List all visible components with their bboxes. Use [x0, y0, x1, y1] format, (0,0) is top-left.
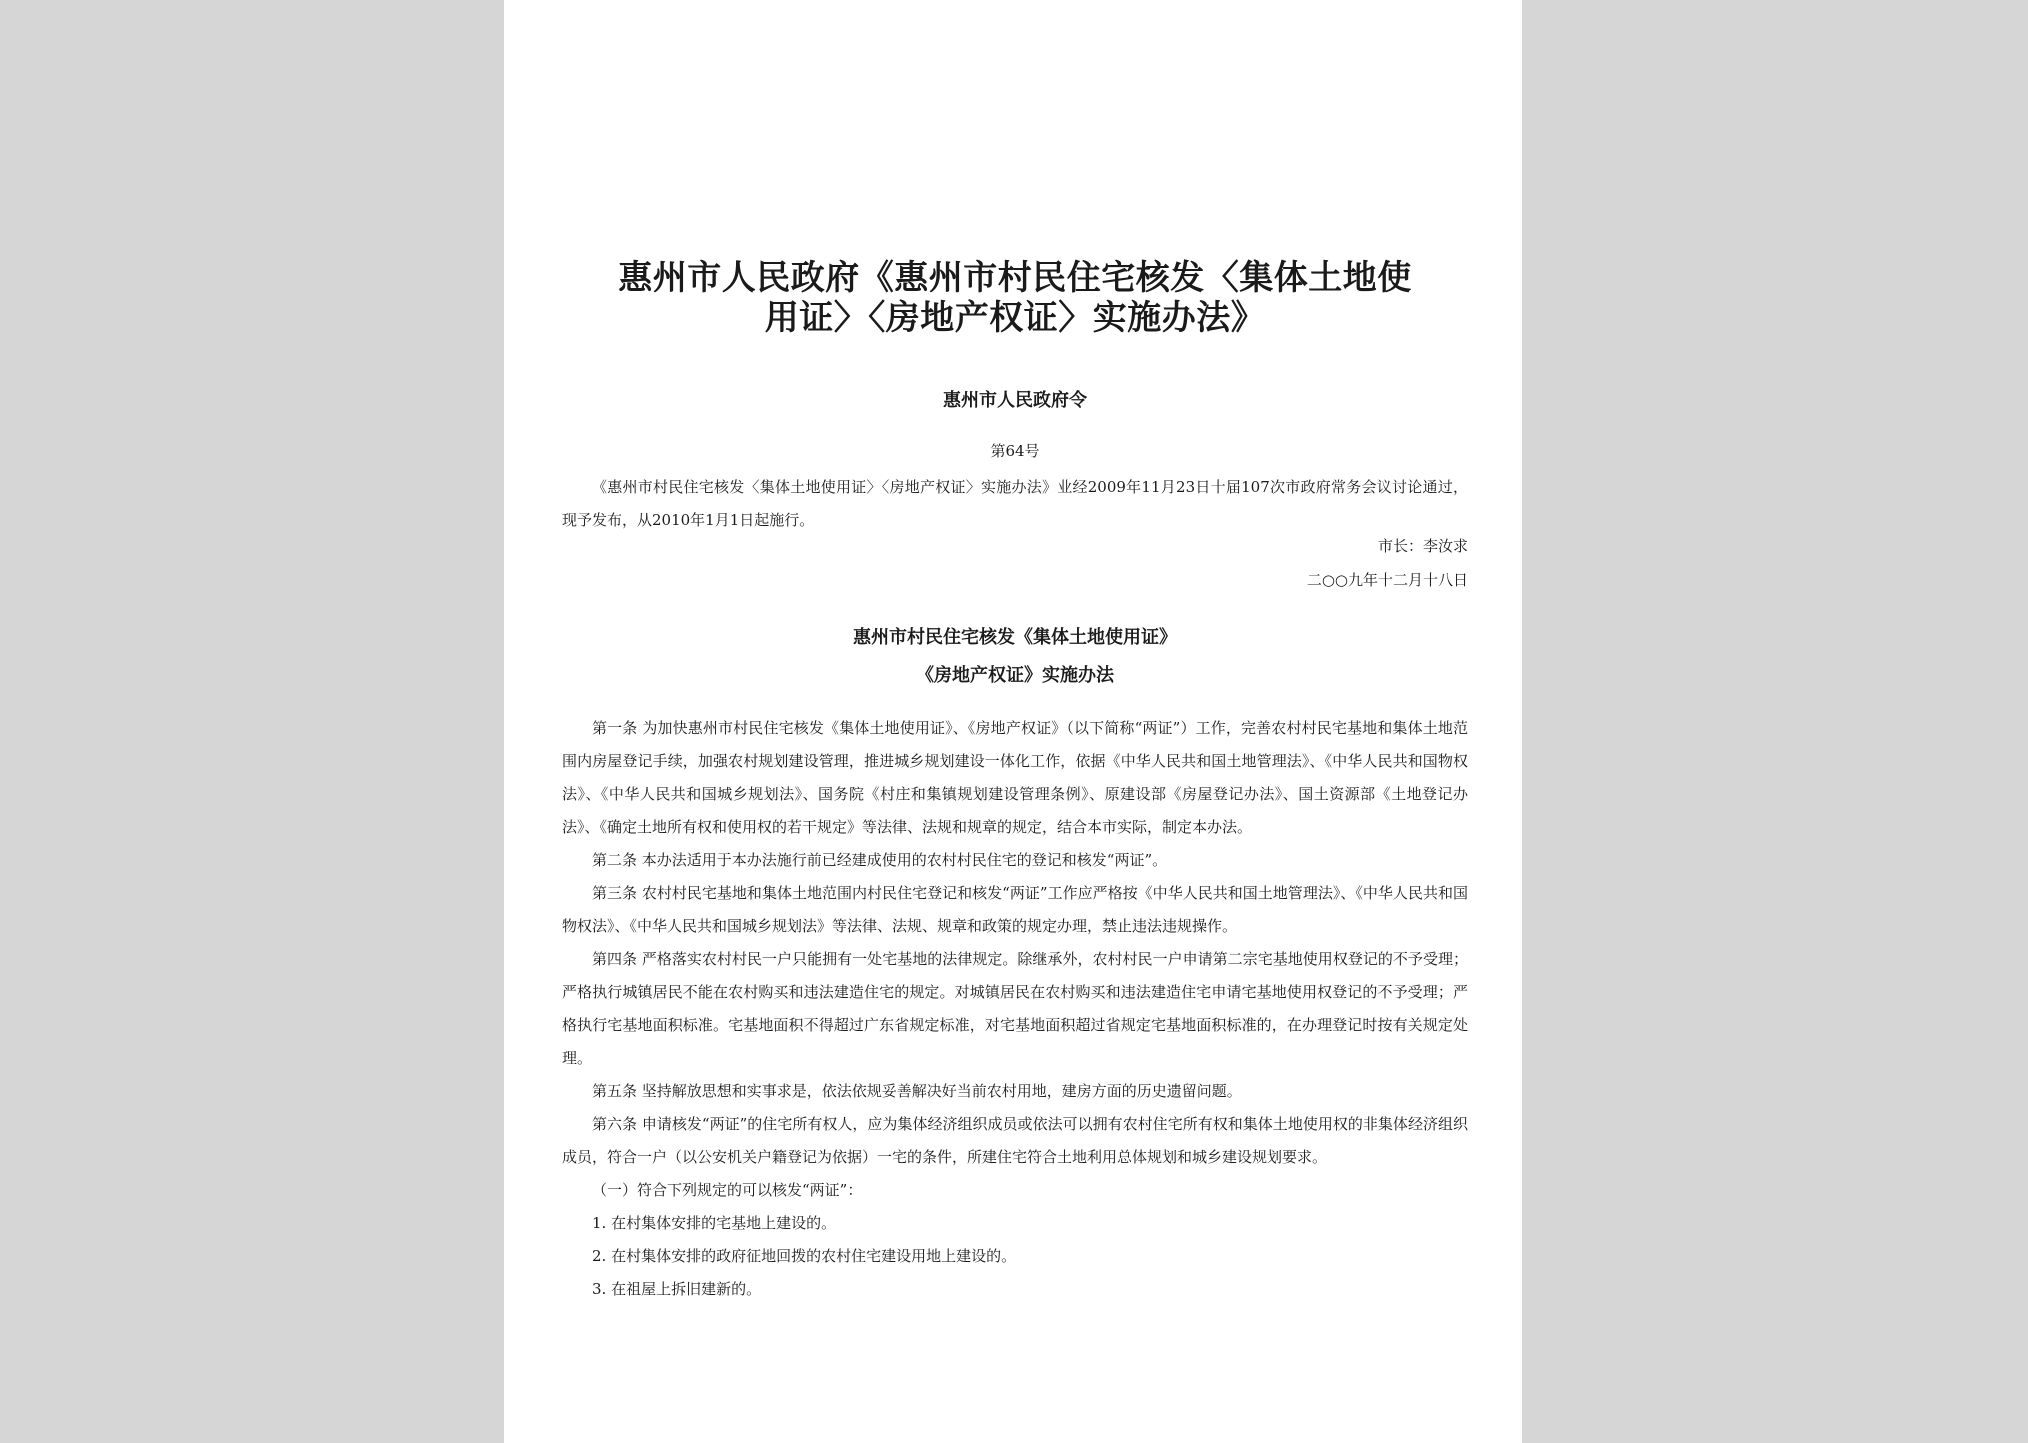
article-4: 第四条 严格落实农村村民一户只能拥有一处宅基地的法律规定。除继承外，农村村民一户申请第二宗宅基地使用权登记的不予受理；严格执行城镇居民不能在农村购买和违法建造住宅的规定。对城镇居民在农村购买和违法建造住宅申请宅基地使用权登记的不予受理；严格执行宅基地面积标准。宅基地面积不得超过广东省规定标准，对宅基地面积超过省规定宅基地面积标准的，在办理登记时按有关规定处理。	[562, 950, 1468, 1067]
sub-title-line-2: 《房地产权证》实施办法	[916, 665, 1114, 686]
document-title-line-2: 用证〉〈房地产权证〉实施办法》	[764, 298, 1266, 338]
list-item: 2. 在村集体安排的政府征地回拨的农村住宅建设用地上建设的。	[592, 1247, 1017, 1265]
order-title: 惠州市人民政府令	[943, 390, 1087, 411]
article-3: 第三条 农村村民宅基地和集体土地范围内村民住宅登记和核发“两证”工作应严格按《中华人民共和国土地管理法》、《中华人民共和国物权法》、《中华人民共和国城乡规划法》等法律、法规、规章和政策的规定办理，禁止违法违规操作。	[562, 884, 1468, 935]
article-5: 第五条 坚持解放思想和实事求是，依法依规妥善解决好当前农村用地，建房方面的历史遗留问题。	[592, 1082, 1242, 1100]
sign-date: 二○○九年十二月十八日	[1306, 571, 1468, 589]
sub-title-line-1: 惠州市村民住宅核发《集体土地使用证》	[853, 627, 1177, 648]
intro-paragraph: 《惠州市村民住宅核发〈集体土地使用证〉〈房地产权证〉实施办法》业经2009年11月23日十届107次市政府常务会议讨论通过，现予发布，从2010年1月1日起施行。	[562, 478, 1468, 529]
article-1: 第一条 为加快惠州市村民住宅核发《集体土地使用证》、《房地产权证》（以下简称“两证”）工作，完善农村村民宅基地和集体土地范围内房屋登记手续，加强农村规划建设管理，推进城乡规划建设一体化工作，依据《中华人民共和国土地管理法》、《中华人民共和国物权法》、《中华人民共和国城乡规划法》、国务院《村庄和集镇规划建设管理条例》、原建设部《房屋登记办法》、国土资源部《土地登记办法》、《确定土地所有权和使用权的若干规定》等法律、法规和规章的规定，结合本市实际，制定本办法。	[562, 719, 1468, 836]
document-page	[504, 0, 1522, 1443]
article-6: 第六条 申请核发“两证”的住宅所有权人，应为集体经济组织成员或依法可以拥有农村住宅所有权和集体土地使用权的非集体经济组织成员，符合一户（以公安机关户籍登记为依据）一宅的条件，所建住宅符合土地利用总体规划和城乡建设规划要求。	[562, 1115, 1468, 1166]
list-item-intro: （一）符合下列规定的可以核发“两证”：	[592, 1181, 863, 1199]
document-title-line-1: 惠州市人民政府《惠州市村民住宅核发〈集体土地使	[618, 258, 1412, 298]
document-title	[562, 258, 1468, 338]
signer: 市长：李汝求	[1377, 537, 1468, 555]
order-number: 第64号	[990, 442, 1040, 460]
article-2: 第二条 本办法适用于本办法施行前已经建成使用的农村村民住宅的登记和核发“两证”。	[592, 851, 1168, 869]
document-body	[562, 712, 1468, 1306]
list-item: 1. 在村集体安排的宅基地上建设的。	[592, 1214, 837, 1232]
list-item: 3. 在祖屋上拆旧建新的。	[592, 1280, 762, 1298]
